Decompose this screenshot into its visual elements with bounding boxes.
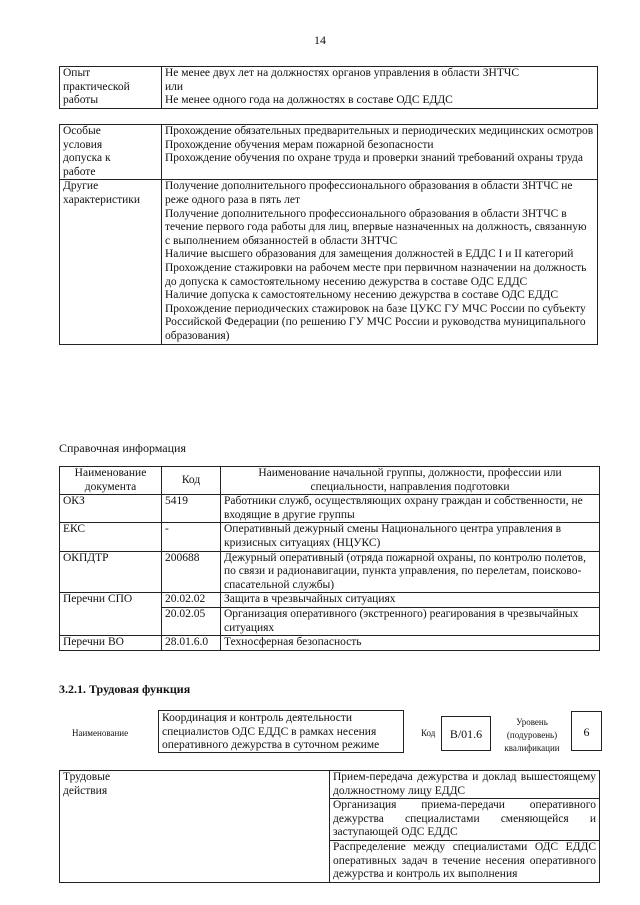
level-label-line: квалификации [504, 743, 560, 753]
experience-label-line: работы [63, 94, 99, 107]
reference-header-doc [60, 467, 162, 495]
admission-label-line: условия [63, 138, 103, 151]
reference-code: 28.01.6.0 [162, 636, 221, 651]
labor-function-heading: 3.2.1. Трудовая функция [59, 682, 191, 696]
reference-name: Защита в чрезвычайных ситуациях [221, 593, 600, 608]
reference-title: Справочная информация [59, 441, 186, 455]
reference-code: - [162, 523, 221, 551]
other-label [60, 180, 162, 344]
admission-item: Прохождение обучения по охране труда и проверки знаний требований охраны труда [165, 152, 583, 165]
experience-line: Не менее одного года на должностях в составе ОДС ЕДДС [165, 94, 453, 107]
other-item: Прохождение стажировки на рабочем месте при первичном назначении на должность до допуска к самостоятельному несению дежурства в составе ОДС ЕДДС [165, 261, 587, 288]
experience-line: или [165, 80, 184, 93]
labor-function-name-label: Наименование [72, 728, 129, 738]
admission-item: Прохождение обучения мерам пожарной безопасности [165, 138, 434, 151]
page-number: 14 [314, 33, 326, 47]
experience-value [162, 67, 598, 109]
reference-doc: ЕКС [60, 523, 162, 551]
reference-code: 5419 [162, 495, 221, 523]
reference-code: 20.02.05 [162, 607, 221, 635]
other-item: Наличие высшего образования для замещения должностей в ЕДДС I и II категорий [165, 248, 574, 261]
admission-label [60, 125, 162, 180]
labor-actions-label [60, 771, 330, 883]
reference-name: Дежурный оперативный (отряда пожарной охраны, по контролю полетов, по связи и радионавигации, пункта управления, по перелетам, поисково-спасательной службы) [221, 551, 600, 593]
labor-function-code: B/01.6 [441, 716, 491, 751]
reference-name: Организация оперативного (экстренного) реагирования в чрезвычайных ситуациях [221, 607, 600, 635]
header-line: Наименование начальной группы, должности, профессии или [258, 467, 562, 479]
admission-label-line: допуска к [63, 152, 111, 165]
experience-line: Не менее двух лет на должностях органов управления в области ЗНТЧС [165, 67, 520, 79]
other-item: Получение дополнительного профессионального образования в области ЗНТЧС в течение первого года работы для лиц, впервые назначенных на должность, связанную с выполнением обязанностей в области ЗНТЧС [165, 207, 587, 247]
reference-header-row [60, 467, 600, 495]
labor-action-item: Организация приема-передачи оперативного дежурства специалистами сменяющейся и заступающей ОДС ЕДДС [330, 799, 600, 841]
other-label-line: Другие [63, 180, 99, 193]
level-label-line: Уровень [516, 717, 548, 727]
table-row [60, 636, 600, 651]
labor-function-level: 6 [571, 711, 602, 751]
admission-value [162, 125, 598, 180]
labor-actions-label-line: Трудовые [63, 771, 111, 783]
reference-name: Работники служб, осуществляющих охрану граждан и собственности, не входящие в другие группы [221, 495, 600, 523]
labor-function-level-label [500, 716, 564, 755]
header-line: документа [84, 480, 137, 493]
experience-label [60, 67, 162, 109]
table-row [60, 551, 600, 593]
labor-function-name: Координация и контроль деятельности специалистов ОДС ЕДДС в рамках несения оперативного дежурства в суточном режиме [158, 710, 404, 753]
labor-function-code-label: Код [421, 728, 436, 738]
reference-doc: ОКЗ [60, 495, 162, 523]
level-label-line: (подуровень) [506, 730, 558, 740]
reference-doc: ОКПДТР [60, 551, 162, 593]
reference-name: Техносферная безопасность [221, 636, 600, 651]
reference-name: Оперативный дежурный смены Национального центра управления в кризисных ситуациях (НЦУКС) [221, 523, 600, 551]
reference-code: 20.02.02 [162, 593, 221, 608]
reference-doc: Перечни СПО [60, 593, 162, 636]
other-item: Получение дополнительного профессионального образования в области ЗНТЧС не реже одного раза в пять лет [165, 180, 573, 206]
labor-action-item: Прием-передача дежурства и доклад вышестоящему должностному лицу ЕДДС [330, 771, 600, 799]
admission-label-line: работе [63, 165, 96, 178]
header-line: специальности, направления подготовки [310, 480, 510, 493]
other-value [162, 180, 598, 344]
reference-doc: Перечни ВО [60, 636, 162, 651]
experience-label-line: Опыт [63, 67, 91, 79]
labor-action-item: Распределение между специалистами ОДС ЕДДС оперативных задач в течение несения оперативного дежурства и контроль их выполнения [330, 840, 600, 882]
table-row [60, 523, 600, 551]
experience-table [59, 66, 598, 109]
other-item: Наличие допуска к самостоятельному несению дежурства в составе ОДС ЕДДС [165, 289, 559, 302]
header-line: Наименование [74, 467, 147, 479]
admission-item: Прохождение обязательных предварительных и периодических медицинских осмотров [165, 125, 594, 137]
labor-actions-label-line: действия [63, 784, 108, 797]
reference-header-code: Код [162, 467, 221, 495]
requirements-table [59, 124, 598, 345]
labor-actions-table [59, 770, 600, 883]
admission-label-line: Особые [63, 125, 101, 137]
other-item: Прохождение периодических стажировок на базе ЦУКС ГУ МЧС России по субъекту Российской Федерации (по решению ГУ МЧС России и руководства муниципального образования) [165, 302, 586, 342]
other-label-line: характеристики [63, 193, 141, 206]
reference-code: 200688 [162, 551, 221, 593]
experience-label-line: практической [63, 80, 130, 93]
table-row [60, 495, 600, 523]
table-row [60, 593, 600, 608]
reference-header-name [221, 467, 600, 495]
reference-table [59, 466, 600, 651]
